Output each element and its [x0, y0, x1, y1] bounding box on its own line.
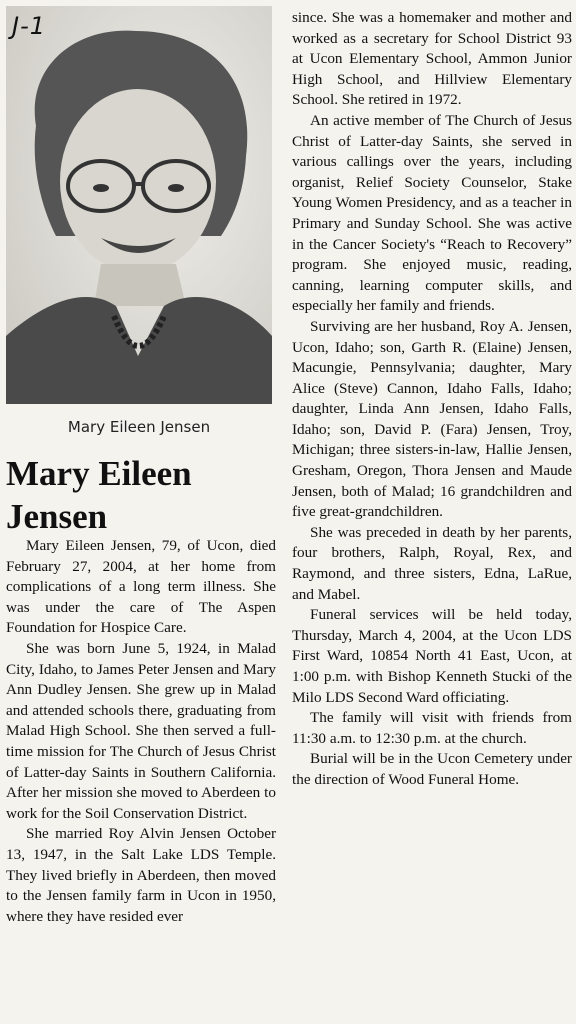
- paragraph: Mary Eileen Jensen, 79, of Ucon, died February 27, 2004, at her home from complications of a long term illness. She was under the care of The Aspen Foundation for Hospice Care.: [6, 537, 276, 637]
- paragraph: She married Roy Alvin Jensen October 13, 1947, in the Salt Lake LDS Temple. They lived briefly in Aberdeen, then moved to the Jensen family farm in Ucon in 1950, where they have resided ever: [6, 825, 276, 925]
- paragraph: Burial will be in the Ucon Cemetery under the direction of Wood Funeral Home.: [292, 750, 572, 788]
- paragraph: Surviving are her husband, Roy A. Jensen, Ucon, Idaho; son, Garth R. (Elaine) Jensen, Macungie, Pennsylvania; daughter, Mary Alice (Steve) Cannon, Idaho Falls, Idaho; daughter, Linda Ann Jensen, Idaho Falls, Idaho; son, David P. (Fara) Jensen, Troy, Michigan; three sisters-in-law, Hallie Jensen, Gresham, Oregon, Thora Jensen and Maude Jensen, both of Malad; 16 grandchildren and five great-grandchildren.: [292, 317, 572, 521]
- photo-caption: Mary Eileen Jensen: [67, 418, 211, 436]
- left-body-text: [6, 536, 276, 927]
- paragraph: She was preceded in death by her parents, four brothers, Ralph, Royal, Rex, and Raymond, and three sisters, Edna, LaRue, and Mabel.: [292, 523, 572, 603]
- right-column: [292, 8, 572, 791]
- paragraph: An active member of The Church of Jesus Christ of Latter-day Saints, she served in various callings over the years, including organist, Relief Society Counselor, Stake Young Women Presidency, and as a teacher in Primary and Sunday School. She was active in the Cancer Society's “Reach to Recovery” program. She enjoyed music, reading, canning, learning computer skills, and especially her family and friends.: [292, 111, 572, 315]
- paragraph: The family will visit with friends from 11:30 a.m. to 12:30 p.m. at the church.: [292, 709, 572, 747]
- paragraph: since. She was a homemaker and mother and worked as a secretary for School District 93 at Ucon Elementary School, Ammon Junior High School, and Hillview Elementary School. She retired in 1972.: [292, 9, 572, 109]
- obituary-headline: Mary Eileen Jensen: [6, 454, 192, 536]
- paragraph: Funeral services will be held today, Thursday, March 4, 2004, at the Ucon LDS First Ward, 10854 North 41 East, Ucon, at 1:00 p.m. with Bishop Kenneth Stucki of the Milo LDS Second Ward officiating.: [292, 606, 572, 706]
- paragraph: She was born June 5, 1924, in Malad City, Idaho, to James Peter Jensen and Mary Ann Dudley Jensen. She grew up in Malad and attended schools there, graduating from Malad High School. She then served a full-time mission for The Church of Jesus Christ of Latter-day Saints in Southern California. After her mission she moved to Aberdeen to work for the Soil Conservation District.: [6, 639, 276, 822]
- page-marker: J-1: [12, 12, 47, 40]
- right-body-text: [292, 8, 572, 791]
- portrait-photo: [6, 6, 272, 404]
